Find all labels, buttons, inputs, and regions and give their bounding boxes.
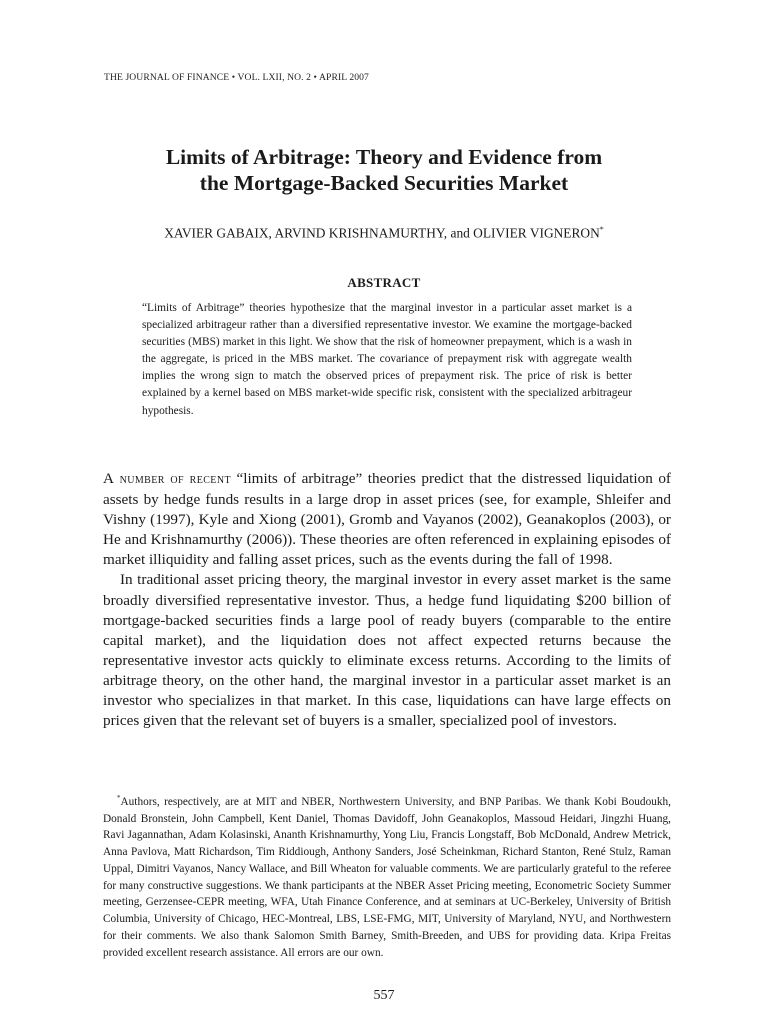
article-title <box>84 144 684 196</box>
smallcaps-lead: number of recent <box>113 472 231 487</box>
main-body <box>103 469 671 731</box>
author-footnote <box>103 790 671 961</box>
body-paragraph-1 <box>103 469 671 570</box>
author-list <box>84 225 684 241</box>
paragraph-1-text: “limits of arbitrage” theories predict that the distressed liquidation of assets by hedge funds results in a large drop in asset prices (see, for example, Shleifer and Vishny (1997), Kyle and Xiong (2001), Gromb and Vayanos (2002), Geanakoplos (2003), or He and Krishnamurthy (2006)). These theories are often referenced in explaining episodes of market illiquidity and falling asset prices, such as the events during the fall of 1998. <box>103 470 671 569</box>
footnote-mark: * <box>117 794 121 802</box>
footnote-text: Authors, respectively, are at MIT and NBER, Northwestern University, and BNP Paribas. We thank Kobi Boudoukh, Donald Bronstein, John Campbell, Kent Daniel, Thomas Davidoff, John Geanakoplos, Massoud Heidari, Jingzhi Huang, Ravi Jagannathan, Adam Kolasinski, Ananth Krishnamurthy, Yong Liu, Francis Longstaff, Bob McDonald, Andrew Metrick, Anna Pavlova, Matt Richardson, Tim Riddiough, Anthony Sanders, José Scheinkman, Richard Stanton, René Stulz, Raman Uppal, Dimitri Vayanos, Nancy Wallace, and Bill Wheaton for valuable comments. We are particularly grateful to the referee for many constructive suggestions. We thank participants at the NBER Asset Pricing meeting, Econometric Society Summer meeting, Gerzensee-CEPR meeting, WFA, Utah Finance Conference, and at seminars at UC-Berkeley, University of British Columbia, University of Chicago, HEC-Montreal, LBS, LSE-FMG, MIT, University of Maryland, NYU, and Northwestern for their comments. We also thank Salomon Smith Barney, Smith-Breeden, and UBS for providing data. Kripa Freitas provided excellent research assistance. All errors are our own. <box>103 795 671 959</box>
abstract-heading: ABSTRACT <box>347 275 421 290</box>
author-names: XAVIER GABAIX, ARVIND KRISHNAMURTHY, and OLIVIER VIGNERON <box>164 225 600 241</box>
title-line-2: the Mortgage-Backed Securities Market <box>199 171 569 195</box>
body-paragraph-2: In traditional asset pricing theory, the marginal investor in every asset market is the same broadly diversified representative investor. Thus, a hedge fund liquidating $200 billion of mortgage-backed securities finds a large pool of ready buyers (comparable to the entire capital market), and the liquidation does not affect expected returns because the representative investor acts quickly to eliminate excess returns. According to the limits of arbitrage theory, on the other hand, the marginal investor in a particular asset market is an investor who specializes in that market. In this case, liquidations can have large effects on prices given that the relevant set of buyers is a smaller, specialized pool of investors. <box>103 571 671 730</box>
drop-letter: A <box>103 470 114 487</box>
abstract-text: “Limits of Arbitrage” theories hypothesize that the marginal investor in a particular asset market is a specialized arbitrageur rather than a diversified representative investor. We examine the mortgage-backed securities (MBS) market in this light. We show that the risk of homeowner prepayment, which is a wash in the aggregate, is priced in the MBS market. The covariance of prepayment risk with aggregate wealth implies the wrong sign to match the observed prices of prepayment risk. The price of risk is better explained by a kernel based on MBS market-wide specific risk, consistent with the specialized arbitrageur hypothesis. <box>142 302 632 417</box>
page-number: 557 <box>373 988 395 1003</box>
author-footnote-mark: * <box>599 225 604 234</box>
running-head: THE JOURNAL OF FINANCE • VOL. LXII, NO. 2 • APRIL 2007 <box>104 72 369 83</box>
title-line-1: Limits of Arbitrage: Theory and Evidence from <box>165 145 603 169</box>
